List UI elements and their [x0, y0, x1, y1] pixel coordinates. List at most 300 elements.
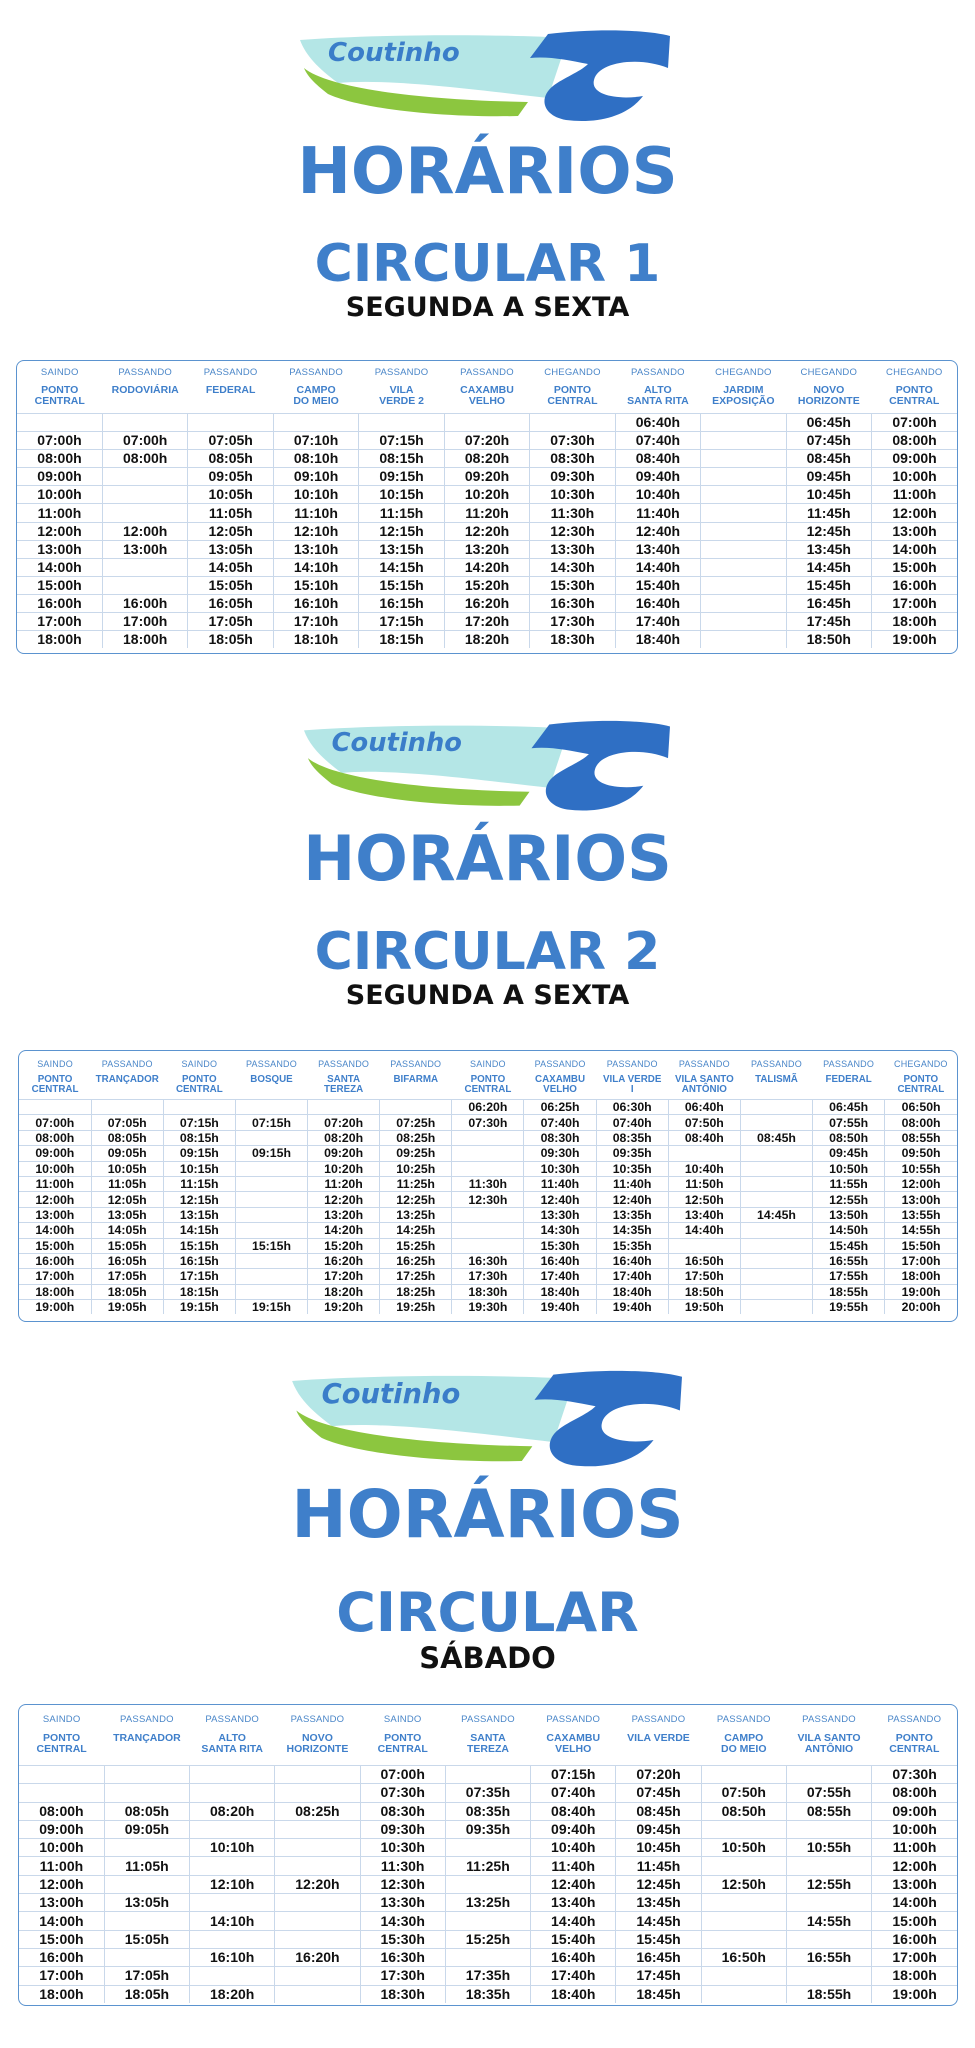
time-cell: 08:50h	[701, 1802, 786, 1820]
time-cell: 18:00h	[19, 1284, 91, 1299]
column-stop-name: PONTO CENTRAL	[897, 1074, 945, 1096]
time-cell: 09:20h	[444, 468, 529, 486]
time-cell: 07:00h	[17, 432, 102, 450]
time-cell: 16:30h	[530, 594, 615, 612]
time-cell: 18:30h	[360, 1985, 445, 2003]
time-cell: 15:40h	[531, 1930, 616, 1948]
column-stop-name: VILA VERDE	[627, 1732, 690, 1744]
page-title: HORÁRIOS	[297, 135, 678, 209]
time-cell	[701, 1857, 786, 1875]
column-stop-name: VILA SANTO ANTÔNIO	[797, 1732, 861, 1756]
time-cell	[190, 1930, 275, 1948]
time-cell: 10:00h	[872, 1820, 957, 1838]
time-cell: 11:00h	[872, 1839, 957, 1857]
time-cell: 10:15h	[359, 486, 444, 504]
time-cell: 08:10h	[273, 450, 358, 468]
time-cell: 18:40h	[615, 631, 700, 649]
time-cell: 07:15h	[359, 432, 444, 450]
column-status: CHEGANDO	[544, 367, 601, 378]
time-cell: 07:35h	[445, 1784, 530, 1802]
column-stop-name: NOVO HORIZONTE	[286, 1732, 349, 1756]
time-cell: 14:00h	[19, 1912, 104, 1930]
header-row	[19, 1705, 957, 1766]
time-cell	[275, 1894, 360, 1912]
time-cell: 11:20h	[308, 1176, 380, 1191]
time-cell: 08:15h	[163, 1130, 235, 1145]
time-cell: 10:45h	[786, 486, 871, 504]
time-cell: 17:00h	[102, 613, 187, 631]
time-cell	[275, 1967, 360, 1985]
time-cell: 14:40h	[531, 1912, 616, 1930]
service-days: SEGUNDA A SEXTA	[345, 292, 630, 323]
time-cell: 14:55h	[786, 1912, 871, 1930]
time-cell: 10:30h	[360, 1839, 445, 1857]
time-cell: 12:00h	[872, 504, 957, 522]
time-cell: 15:00h	[19, 1238, 91, 1253]
time-cell: 18:55h	[786, 1985, 871, 2003]
time-cell: 10:45h	[616, 1839, 701, 1857]
time-cell: 07:40h	[596, 1115, 668, 1130]
time-cell: 12:55h	[786, 1875, 871, 1893]
time-cell: 08:30h	[524, 1130, 596, 1145]
column-status: PASSANDO	[460, 367, 514, 378]
time-cell: 17:00h	[19, 1269, 91, 1284]
time-cell: 13:45h	[786, 540, 871, 558]
time-cell	[701, 1766, 786, 1784]
time-cell: 19:55h	[813, 1300, 885, 1315]
time-cell	[786, 1766, 871, 1784]
time-cell: 09:10h	[273, 468, 358, 486]
time-cell: 19:00h	[872, 631, 957, 649]
time-cell: 14:00h	[872, 540, 957, 558]
time-cell: 13:40h	[531, 1894, 616, 1912]
time-cell: 08:00h	[102, 450, 187, 468]
time-cell: 18:25h	[380, 1284, 452, 1299]
time-cell: 14:15h	[359, 558, 444, 576]
table-row	[19, 1820, 957, 1838]
time-cell: 15:30h	[524, 1238, 596, 1253]
time-cell: 18:00h	[872, 613, 957, 631]
time-cell: 15:20h	[308, 1238, 380, 1253]
time-cell: 12:45h	[786, 522, 871, 540]
time-cell: 10:05h	[91, 1161, 163, 1176]
time-cell: 19:00h	[885, 1284, 957, 1299]
time-cell: 07:10h	[273, 432, 358, 450]
time-cell: 07:20h	[444, 432, 529, 450]
time-cell: 10:15h	[163, 1161, 235, 1176]
time-cell: 11:20h	[444, 504, 529, 522]
time-cell: 15:30h	[530, 576, 615, 594]
column-stop-name: PONTO CENTRAL	[889, 384, 940, 408]
time-cell: 16:15h	[163, 1253, 235, 1268]
time-cell: 17:25h	[380, 1269, 452, 1284]
time-cell: 19:40h	[524, 1300, 596, 1315]
column-header	[531, 1705, 616, 1766]
time-cell	[275, 1930, 360, 1948]
schedule-table	[19, 1705, 957, 2003]
time-cell: 16:00h	[19, 1948, 104, 1966]
column-header	[360, 1705, 445, 1766]
time-cell: 09:05h	[188, 468, 273, 486]
time-cell: 07:45h	[616, 1784, 701, 1802]
time-cell: 18:50h	[668, 1284, 740, 1299]
time-cell	[275, 1839, 360, 1857]
time-cell: 09:05h	[91, 1146, 163, 1161]
column-status: PASSANDO	[101, 1059, 153, 1069]
time-cell: 16:55h	[786, 1948, 871, 1966]
time-cell: 08:30h	[360, 1802, 445, 1820]
time-cell: 09:30h	[524, 1146, 596, 1161]
time-cell: 11:05h	[104, 1857, 189, 1875]
time-cell: 14:50h	[813, 1223, 885, 1238]
time-cell: 18:40h	[531, 1985, 616, 2003]
time-cell	[445, 1875, 530, 1893]
time-cell: 17:00h	[872, 594, 957, 612]
column-status: SAINDO	[37, 1059, 73, 1069]
time-cell: 13:20h	[444, 540, 529, 558]
column-status: PASSANDO	[120, 1714, 174, 1725]
time-cell: 18:00h	[19, 1985, 104, 2003]
time-cell: 14:55h	[885, 1223, 957, 1238]
time-cell: 10:55h	[885, 1161, 957, 1176]
time-cell: 13:00h	[17, 540, 102, 558]
time-cell: 16:40h	[615, 594, 700, 612]
time-cell: 15:15h	[163, 1238, 235, 1253]
time-cell: 08:05h	[104, 1802, 189, 1820]
time-cell: 08:00h	[885, 1115, 957, 1130]
time-cell	[190, 1894, 275, 1912]
column-status: SAINDO	[42, 1714, 81, 1725]
time-cell: 16:55h	[813, 1253, 885, 1268]
column-stop-name: VILA VERDE 2	[379, 384, 424, 408]
time-cell: 16:25h	[380, 1253, 452, 1268]
time-cell: 13:30h	[524, 1207, 596, 1222]
time-cell: 08:45h	[786, 450, 871, 468]
time-cell: 11:55h	[813, 1176, 885, 1191]
time-cell: 15:05h	[91, 1238, 163, 1253]
time-cell: 10:00h	[19, 1161, 91, 1176]
schedule-table-box	[18, 1704, 958, 2006]
time-cell: 12:05h	[188, 522, 273, 540]
column-header	[872, 1705, 957, 1766]
time-cell: 08:20h	[308, 1130, 380, 1145]
time-cell: 14:45h	[616, 1912, 701, 1930]
time-cell: 12:05h	[91, 1192, 163, 1207]
column-status: PASSANDO	[678, 1059, 730, 1069]
time-cell: 10:00h	[19, 1839, 104, 1857]
column-header	[19, 1705, 104, 1766]
time-cell: 11:00h	[17, 504, 102, 522]
column-stop-name: CAXAMBU VELHO	[546, 1732, 601, 1756]
time-cell: 17:35h	[445, 1967, 530, 1985]
time-cell: 07:20h	[616, 1766, 701, 1784]
time-cell: 10:55h	[786, 1839, 871, 1857]
time-cell: 07:30h	[452, 1115, 524, 1130]
time-cell: 17:00h	[885, 1253, 957, 1268]
table-row	[19, 1985, 957, 2003]
time-cell	[104, 1784, 189, 1802]
time-cell	[701, 1930, 786, 1948]
table-row	[19, 1784, 957, 1802]
time-cell: 08:20h	[190, 1802, 275, 1820]
time-cell: 16:50h	[668, 1253, 740, 1268]
time-cell	[19, 1766, 104, 1784]
time-cell: 14:15h	[163, 1223, 235, 1238]
time-cell: 07:15h	[235, 1115, 307, 1130]
column-status: PASSANDO	[203, 367, 258, 378]
time-cell: 18:05h	[104, 1985, 189, 2003]
time-cell: 13:00h	[102, 540, 187, 558]
time-cell: 13:20h	[308, 1207, 380, 1222]
time-cell: 15:40h	[615, 576, 700, 594]
time-cell: 12:00h	[19, 1192, 91, 1207]
column-header	[190, 1705, 275, 1766]
time-cell: 18:30h	[530, 631, 615, 649]
time-cell: 15:05h	[188, 576, 273, 594]
time-cell: 16:40h	[596, 1253, 668, 1268]
time-cell: 13:30h	[530, 540, 615, 558]
time-cell: 15:25h	[445, 1930, 530, 1948]
time-cell: 09:50h	[885, 1146, 957, 1161]
time-cell: 12:40h	[531, 1875, 616, 1893]
time-cell: 07:55h	[786, 1784, 871, 1802]
time-cell: 19:40h	[596, 1300, 668, 1315]
time-cell: 17:40h	[524, 1269, 596, 1284]
column-status: CHEGANDO	[886, 367, 943, 378]
column-stop-name: PONTO CENTRAL	[377, 1732, 428, 1756]
time-cell: 12:20h	[308, 1192, 380, 1207]
time-cell: 13:40h	[668, 1207, 740, 1222]
time-cell: 16:05h	[91, 1253, 163, 1268]
column-stop-name: TRANÇADOR	[113, 1732, 181, 1744]
column-stop-name: SANTA TEREZA	[324, 1074, 364, 1096]
time-cell: 17:30h	[530, 613, 615, 631]
time-cell: 18:45h	[616, 1985, 701, 2003]
time-cell: 15:15h	[235, 1238, 307, 1253]
time-cell: 08:00h	[872, 1784, 957, 1802]
time-cell: 14:00h	[872, 1894, 957, 1912]
column-status: PASSANDO	[631, 1714, 686, 1725]
time-cell: 19:05h	[91, 1300, 163, 1315]
time-cell: 13:50h	[813, 1207, 885, 1222]
time-cell: 08:40h	[615, 450, 700, 468]
time-cell: 16:00h	[19, 1253, 91, 1268]
time-cell: 13:00h	[19, 1207, 91, 1222]
column-status: PASSANDO	[461, 1714, 515, 1725]
time-cell: 13:25h	[445, 1894, 530, 1912]
time-cell: 14:00h	[19, 1223, 91, 1238]
time-cell: 15:00h	[872, 558, 957, 576]
time-cell: 13:45h	[616, 1894, 701, 1912]
time-cell: 11:05h	[188, 504, 273, 522]
time-cell: 14:05h	[188, 558, 273, 576]
time-cell: 18:20h	[444, 631, 529, 649]
brand-name: Coutinho	[328, 38, 460, 68]
time-cell: 11:15h	[359, 504, 444, 522]
time-cell: 12:15h	[359, 522, 444, 540]
time-cell	[445, 1839, 530, 1857]
time-cell: 15:45h	[813, 1238, 885, 1253]
time-cell: 09:40h	[531, 1820, 616, 1838]
time-cell: 12:10h	[273, 522, 358, 540]
column-stop-name: PONTO CENTRAL	[175, 1074, 223, 1096]
time-cell: 15:00h	[872, 1912, 957, 1930]
brand-name: Coutinho	[331, 728, 462, 759]
time-cell	[786, 1857, 871, 1875]
time-cell: 16:10h	[190, 1948, 275, 1966]
table-row	[19, 1948, 957, 1966]
time-cell: 19:00h	[872, 1985, 957, 2003]
time-cell: 13:25h	[380, 1207, 452, 1222]
time-cell: 16:45h	[786, 594, 871, 612]
time-cell: 19:25h	[380, 1300, 452, 1315]
time-cell: 08:35h	[596, 1130, 668, 1145]
column-stop-name: TRANÇADOR	[95, 1074, 159, 1085]
time-cell: 20:00h	[885, 1300, 957, 1315]
time-cell: 18:15h	[163, 1284, 235, 1299]
time-cell: 14:10h	[190, 1912, 275, 1930]
time-cell: 12:00h	[19, 1875, 104, 1893]
column-stop-name: CAMPO DO MEIO	[293, 384, 339, 408]
time-cell: 08:00h	[19, 1130, 91, 1145]
time-cell: 08:05h	[91, 1130, 163, 1145]
column-header	[275, 1705, 360, 1766]
column-status: PASSANDO	[534, 1059, 586, 1069]
service-days: SÁBADO	[419, 1641, 556, 1675]
time-cell	[786, 1930, 871, 1948]
time-cell: 09:15h	[235, 1146, 307, 1161]
column-stop-name: PONTO CENTRAL	[547, 384, 598, 408]
time-cell: 09:00h	[19, 1146, 91, 1161]
time-cell: 15:25h	[380, 1238, 452, 1253]
time-cell: 18:00h	[872, 1967, 957, 1985]
column-stop-name: CAXAMBU VELHO	[460, 384, 514, 408]
time-cell: 15:50h	[885, 1238, 957, 1253]
time-cell: 11:30h	[452, 1176, 524, 1191]
column-stop-name: ALTO SANTA RITA	[627, 384, 689, 408]
service-days: SEGUNDA A SEXTA	[345, 980, 630, 1011]
column-header	[616, 1705, 701, 1766]
time-cell: 13:15h	[163, 1207, 235, 1222]
time-cell: 08:00h	[19, 1802, 104, 1820]
time-cell: 08:00h	[17, 450, 102, 468]
time-cell: 11:45h	[616, 1857, 701, 1875]
time-cell: 16:00h	[17, 594, 102, 612]
time-cell: 07:55h	[813, 1115, 885, 1130]
time-cell: 11:30h	[530, 504, 615, 522]
time-cell: 16:45h	[616, 1948, 701, 1966]
time-cell: 17:45h	[616, 1967, 701, 1985]
time-cell: 18:40h	[596, 1284, 668, 1299]
brand-name: Coutinho	[321, 1379, 461, 1411]
time-cell: 19:30h	[452, 1300, 524, 1315]
time-cell: 08:15h	[359, 450, 444, 468]
time-cell: 19:50h	[668, 1300, 740, 1315]
time-cell: 13:00h	[872, 522, 957, 540]
time-cell: 18:20h	[308, 1284, 380, 1299]
column-stop-name: JARDIM EXPOSIÇÃO	[712, 384, 775, 408]
time-cell: 07:05h	[188, 432, 273, 450]
time-cell: 08:30h	[530, 450, 615, 468]
column-status: PASSANDO	[546, 1714, 601, 1725]
column-stop-name: CAXAMBU VELHO	[535, 1074, 586, 1096]
time-cell	[786, 1894, 871, 1912]
time-cell: 08:40h	[668, 1130, 740, 1145]
time-cell: 17:05h	[91, 1269, 163, 1284]
time-cell: 16:40h	[524, 1253, 596, 1268]
time-cell	[104, 1839, 189, 1857]
time-cell: 13:05h	[91, 1207, 163, 1222]
time-cell: 14:20h	[444, 558, 529, 576]
time-cell: 11:25h	[445, 1857, 530, 1875]
column-status: PASSANDO	[887, 1714, 942, 1725]
time-cell: 17:20h	[308, 1269, 380, 1284]
column-stop-name: BOSQUE	[250, 1074, 293, 1085]
time-cell: 19:20h	[308, 1300, 380, 1315]
time-cell: 12:50h	[701, 1875, 786, 1893]
time-cell: 16:20h	[275, 1948, 360, 1966]
time-cell	[190, 1967, 275, 1985]
time-cell: 09:00h	[872, 450, 957, 468]
time-cell: 09:05h	[104, 1820, 189, 1838]
time-cell: 10:50h	[813, 1161, 885, 1176]
time-cell	[104, 1875, 189, 1893]
time-cell	[104, 1948, 189, 1966]
column-status: PASSANDO	[606, 1059, 658, 1069]
time-cell: 17:05h	[188, 613, 273, 631]
time-cell: 10:40h	[615, 486, 700, 504]
time-cell: 08:25h	[275, 1802, 360, 1820]
time-cell: 15:45h	[616, 1930, 701, 1948]
time-cell: 18:50h	[786, 631, 871, 649]
time-cell	[190, 1766, 275, 1784]
time-cell: 10:50h	[701, 1839, 786, 1857]
time-cell: 09:15h	[359, 468, 444, 486]
time-cell: 19:00h	[19, 1300, 91, 1315]
time-cell: 17:55h	[813, 1269, 885, 1284]
time-cell: 18:00h	[102, 631, 187, 649]
time-cell: 18:40h	[524, 1284, 596, 1299]
column-stop-name: BIFARMA	[393, 1074, 439, 1085]
time-cell: 14:10h	[273, 558, 358, 576]
column-stop-name: FEDERAL	[825, 1074, 872, 1085]
column-stop-name: RODOVIÁRIA	[111, 384, 179, 396]
time-cell: 09:40h	[615, 468, 700, 486]
time-cell: 11:00h	[872, 486, 957, 504]
time-cell: 07:40h	[524, 1115, 596, 1130]
time-cell: 12:40h	[615, 522, 700, 540]
column-stop-name: ALTO SANTA RITA	[201, 1732, 263, 1756]
time-cell: 15:20h	[444, 576, 529, 594]
time-cell: 09:45h	[616, 1820, 701, 1838]
time-cell: 07:05h	[91, 1115, 163, 1130]
time-cell	[786, 1820, 871, 1838]
time-cell: 10:05h	[188, 486, 273, 504]
time-cell: 10:20h	[308, 1161, 380, 1176]
time-cell: 18:05h	[91, 1284, 163, 1299]
time-cell: 16:30h	[452, 1253, 524, 1268]
time-cell: 14:20h	[308, 1223, 380, 1238]
time-cell: 14:45h	[740, 1207, 812, 1222]
time-cell: 06:50h	[885, 1100, 957, 1115]
time-cell: 09:00h	[872, 1802, 957, 1820]
time-cell: 10:30h	[524, 1161, 596, 1176]
time-cell: 12:40h	[524, 1192, 596, 1207]
time-cell: 14:30h	[360, 1912, 445, 1930]
time-cell: 08:55h	[786, 1802, 871, 1820]
time-cell: 13:05h	[104, 1894, 189, 1912]
time-cell: 15:05h	[104, 1930, 189, 1948]
